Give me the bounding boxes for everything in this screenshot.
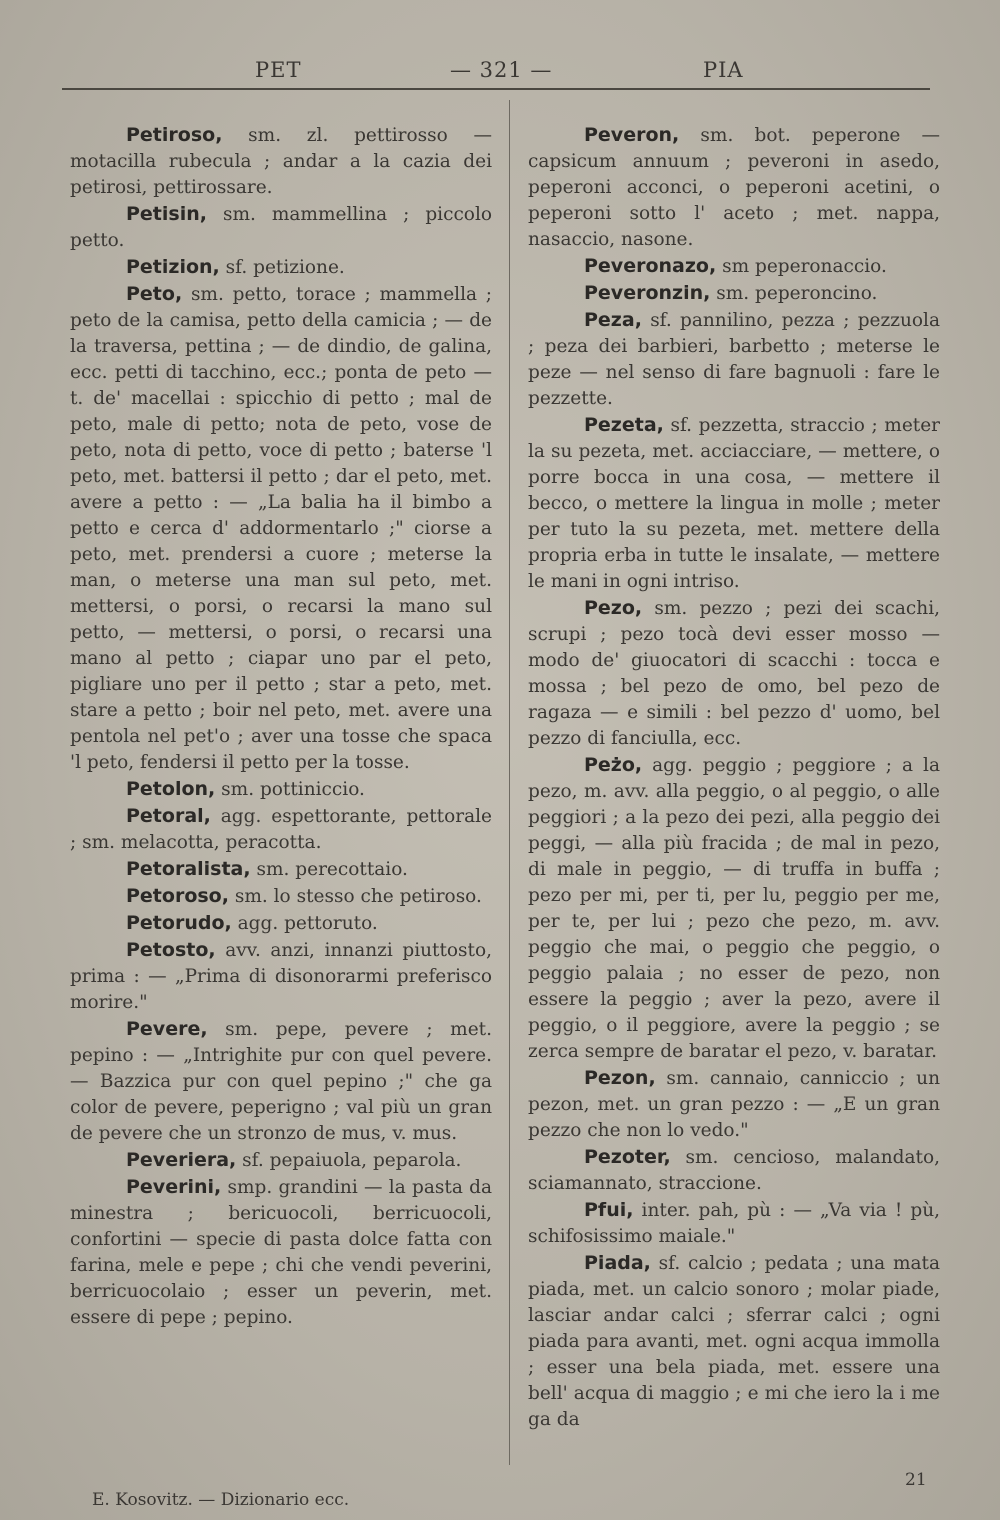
dictionary-entry xyxy=(528,1197,940,1250)
page-number: — 321 — xyxy=(450,58,553,82)
entry-headword: Petoralista, xyxy=(126,858,251,880)
entry-definition: sf. calcio ; pedata ; una mata piada, met. un calcio sonoro ; molar piade, lasciar andar calci ; sferrar calci ; ogni piada para avanti, met. ogni acqua immolla ; esser una bela piada, met. essere una bell' acqua di maggio ; e mi che iero la i me ga da xyxy=(528,1253,940,1430)
dictionary-entry xyxy=(70,254,492,281)
entry-definition: avv. anzi, innanzi piuttosto, prima : — „Prima di disonorarmi preferisco morire." xyxy=(70,940,492,1013)
entry-headword: Peveron, xyxy=(584,124,680,146)
left-column xyxy=(70,122,492,1331)
page-header xyxy=(60,58,930,88)
dictionary-entry xyxy=(528,1250,940,1433)
entry-definition: sm. peperoncino. xyxy=(716,283,878,304)
dictionary-entry xyxy=(528,307,940,412)
entry-definition: sm. mammellina ; piccolo petto. xyxy=(70,204,493,251)
dictionary-entry xyxy=(70,803,492,856)
entry-headword: Petosto, xyxy=(126,939,216,961)
entry-definition: sm. bot. peperone — capsicum annuum ; peveroni in asedo, peperoni acconci, o peperoni acetini, o peperoni sotto l' aceto ; met. nappa, nasaccio, nasone. xyxy=(528,125,940,250)
entry-definition: agg. peggio ; peggiore ; a la pezo, m. avv. alla peggio, o al peggio, o alle peggiori ; a la pezo dei pezi, alla peggio dei peggi, — alla più fracida ; de mal in pezo, di male in peggio, — di truffa in buffa ; pezo per mi, per ti, per lu, peggio per me, per te, per lui ; pezo che pezo, m. avv. peggio che mai, o peggio che peggio, o peggio palaia ; no esser de pezo, non essere la peggio ; aver la pezo, avere il peggio, o il peggiore, avere la peggio ; se zerca sempre de baratar el pezo, v. baratar. xyxy=(528,755,940,1062)
entry-headword: Piada, xyxy=(584,1252,651,1274)
entry-definition: sm. cannaio, canniccio ; un pezon, met. un gran pezzo : — „E un gran pezzo che non lo vedo." xyxy=(528,1068,940,1141)
header-left-guideword: PET xyxy=(255,58,302,82)
header-rule xyxy=(62,88,930,90)
entry-headword: Peżo, xyxy=(584,754,643,776)
entry-headword: Petoral, xyxy=(126,805,211,827)
entry-definition: sm. cencioso, malandato, sciamannato, straccione. xyxy=(528,1147,940,1194)
dictionary-entry xyxy=(70,937,492,1016)
entry-headword: Petoroso, xyxy=(126,885,229,907)
entry-definition: sf. pannilino, pezza ; pezzuola ; peza dei barbieri, barbetto ; meterse le peze — nel senso di fare bagnuoli : fare le pezzette. xyxy=(528,310,940,409)
entry-definition: sf. pepaiuola, peparola. xyxy=(242,1150,462,1171)
entry-headword: Petisin, xyxy=(126,203,207,225)
entry-headword: Peveronazo, xyxy=(584,255,717,277)
entry-headword: Peto, xyxy=(126,283,183,305)
dictionary-entry xyxy=(70,1174,492,1331)
entry-definition: sm peperonaccio. xyxy=(722,256,887,277)
entry-headword: Pevere, xyxy=(126,1018,208,1040)
column-divider xyxy=(509,100,510,1465)
entry-headword: Pfui, xyxy=(584,1199,634,1221)
entry-definition: agg. pettoruto. xyxy=(237,913,378,934)
dictionary-entry xyxy=(70,910,492,937)
dictionary-entry xyxy=(70,856,492,883)
entry-definition: sf. petizione. xyxy=(225,257,345,278)
entry-headword: Pezon, xyxy=(584,1067,656,1089)
dictionary-entry xyxy=(70,281,492,776)
entry-definition: sm. zl. pettirosso — motacilla rubecula ; andar a la cazia dei petirosi, pettirossare. xyxy=(70,125,492,198)
right-column xyxy=(528,122,940,1433)
entry-definition: inter. pah, pù : — „Va via ! pù, schifosissimo maiale." xyxy=(528,1200,941,1247)
dictionary-entry xyxy=(70,1147,492,1174)
entry-headword: Peveriera, xyxy=(126,1149,237,1171)
dictionary-entry xyxy=(528,122,940,253)
dictionary-entry xyxy=(528,1065,940,1144)
dictionary-entry xyxy=(528,752,940,1065)
dictionary-entry xyxy=(70,1016,492,1147)
entry-headword: Petorudo, xyxy=(126,912,232,934)
entry-definition: sm. petto, torace ; mammella ; peto de la camisa, petto della camicia ; — de la traversa, pettina ; — de dindio, de galina, ecc. petti di tacchino, ecc.; ponta de peto — t. de' macellai : spicchio di petto ; mal de peto, male di petto; nota de peto, vose de peto, nota di petto, voce di petto ; baterse 'l peto, met. battersi il petto ; dar el peto, met. avere a petto : — „La balia ha il bimbo a petto e cerca d' addormentarlo ;" ciorse a peto, met. prendersi a cuore ; meterse la man, o meterse una man sul peto, met. mettersi, o porsi, o recarsi la mano sul petto, — mettersi, o porsi, o recarsi una mano al petto ; ciapar uno par el peto, pigliare uno per il petto ; star a peto, met. stare a petto ; boir nel peto, met. avere una pentola nel pet'o ; aver una tosse che spaca 'l peto, fendersi il petto per la tosse. xyxy=(70,284,492,773)
footer-imprint: E. Kosovitz. — Dizionario ecc. xyxy=(92,1490,350,1510)
dictionary-entry xyxy=(528,1144,940,1197)
entry-headword: Petiroso, xyxy=(126,124,223,146)
entry-definition: smp. grandini — la pasta da minestra ; bericuocoli, berricuocoli, confortini — specie di pasta dolce fatta con farina, mele e pepe ; chi che vendi peverini, berricuocolaio ; esser un peverin, met. essere di pepe ; pepino. xyxy=(70,1177,492,1328)
dictionary-entry xyxy=(70,201,492,254)
entry-headword: Peveronzin, xyxy=(584,282,711,304)
entry-definition: sm. pepe, pevere ; met. pepino : — „Intrighite pur con quel pevere. — Bazzica pur con quel pepino ;" che ga color de pevere, peperigno ; val più un gran de pevere che un stronzo de mus, v. mus. xyxy=(70,1019,492,1144)
entry-headword: Peza, xyxy=(584,309,642,331)
dictionary-entry xyxy=(528,595,940,752)
entry-definition: agg. espettorante, pettorale ; sm. melacotta, peracotta. xyxy=(70,806,492,853)
entry-definition: sm. perecottaio. xyxy=(256,859,408,880)
entry-definition: sf. pezzetta, straccio ; meter la su pezeta, met. acciacciare, — mettere, o porre bocca in una cosa, — mettere il becco, o mettere la lingua in molle ; meter per tuto la su pezeta, met. mettere della propria erba in tutte le insalate, — mettere le mani in ogni intriso. xyxy=(528,415,940,592)
entry-headword: Petolon, xyxy=(126,778,216,800)
entry-headword: Pezeta, xyxy=(584,414,664,436)
dictionary-entry xyxy=(528,280,940,307)
entry-definition: sm. pezzo ; pezi dei scachi, scrupi ; pezo tocà devi esser mosso — modo de' giuocatori di scacchi : tocca e mossa ; bel pezo de omo, bel pezo de ragaza — e simili : bel pezzo d' uomo, bel pezzo di fanciulla, ecc. xyxy=(528,598,940,749)
entry-definition: sm. lo stesso che petiroso. xyxy=(234,886,482,907)
entry-headword: Peverini, xyxy=(126,1176,222,1198)
signature-mark: 21 xyxy=(905,1470,927,1490)
entry-headword: Petizion, xyxy=(126,256,220,278)
entry-headword: Pezo, xyxy=(584,597,643,619)
dictionary-entry xyxy=(528,253,940,280)
dictionary-entry xyxy=(70,776,492,803)
dictionary-entry xyxy=(528,412,940,595)
dictionary-entry xyxy=(70,122,492,201)
header-right-guideword: PIA xyxy=(703,58,744,82)
entry-headword: Pezoter, xyxy=(584,1146,671,1168)
entry-definition: sm. pottiniccio. xyxy=(221,779,365,800)
dictionary-entry xyxy=(70,883,492,910)
